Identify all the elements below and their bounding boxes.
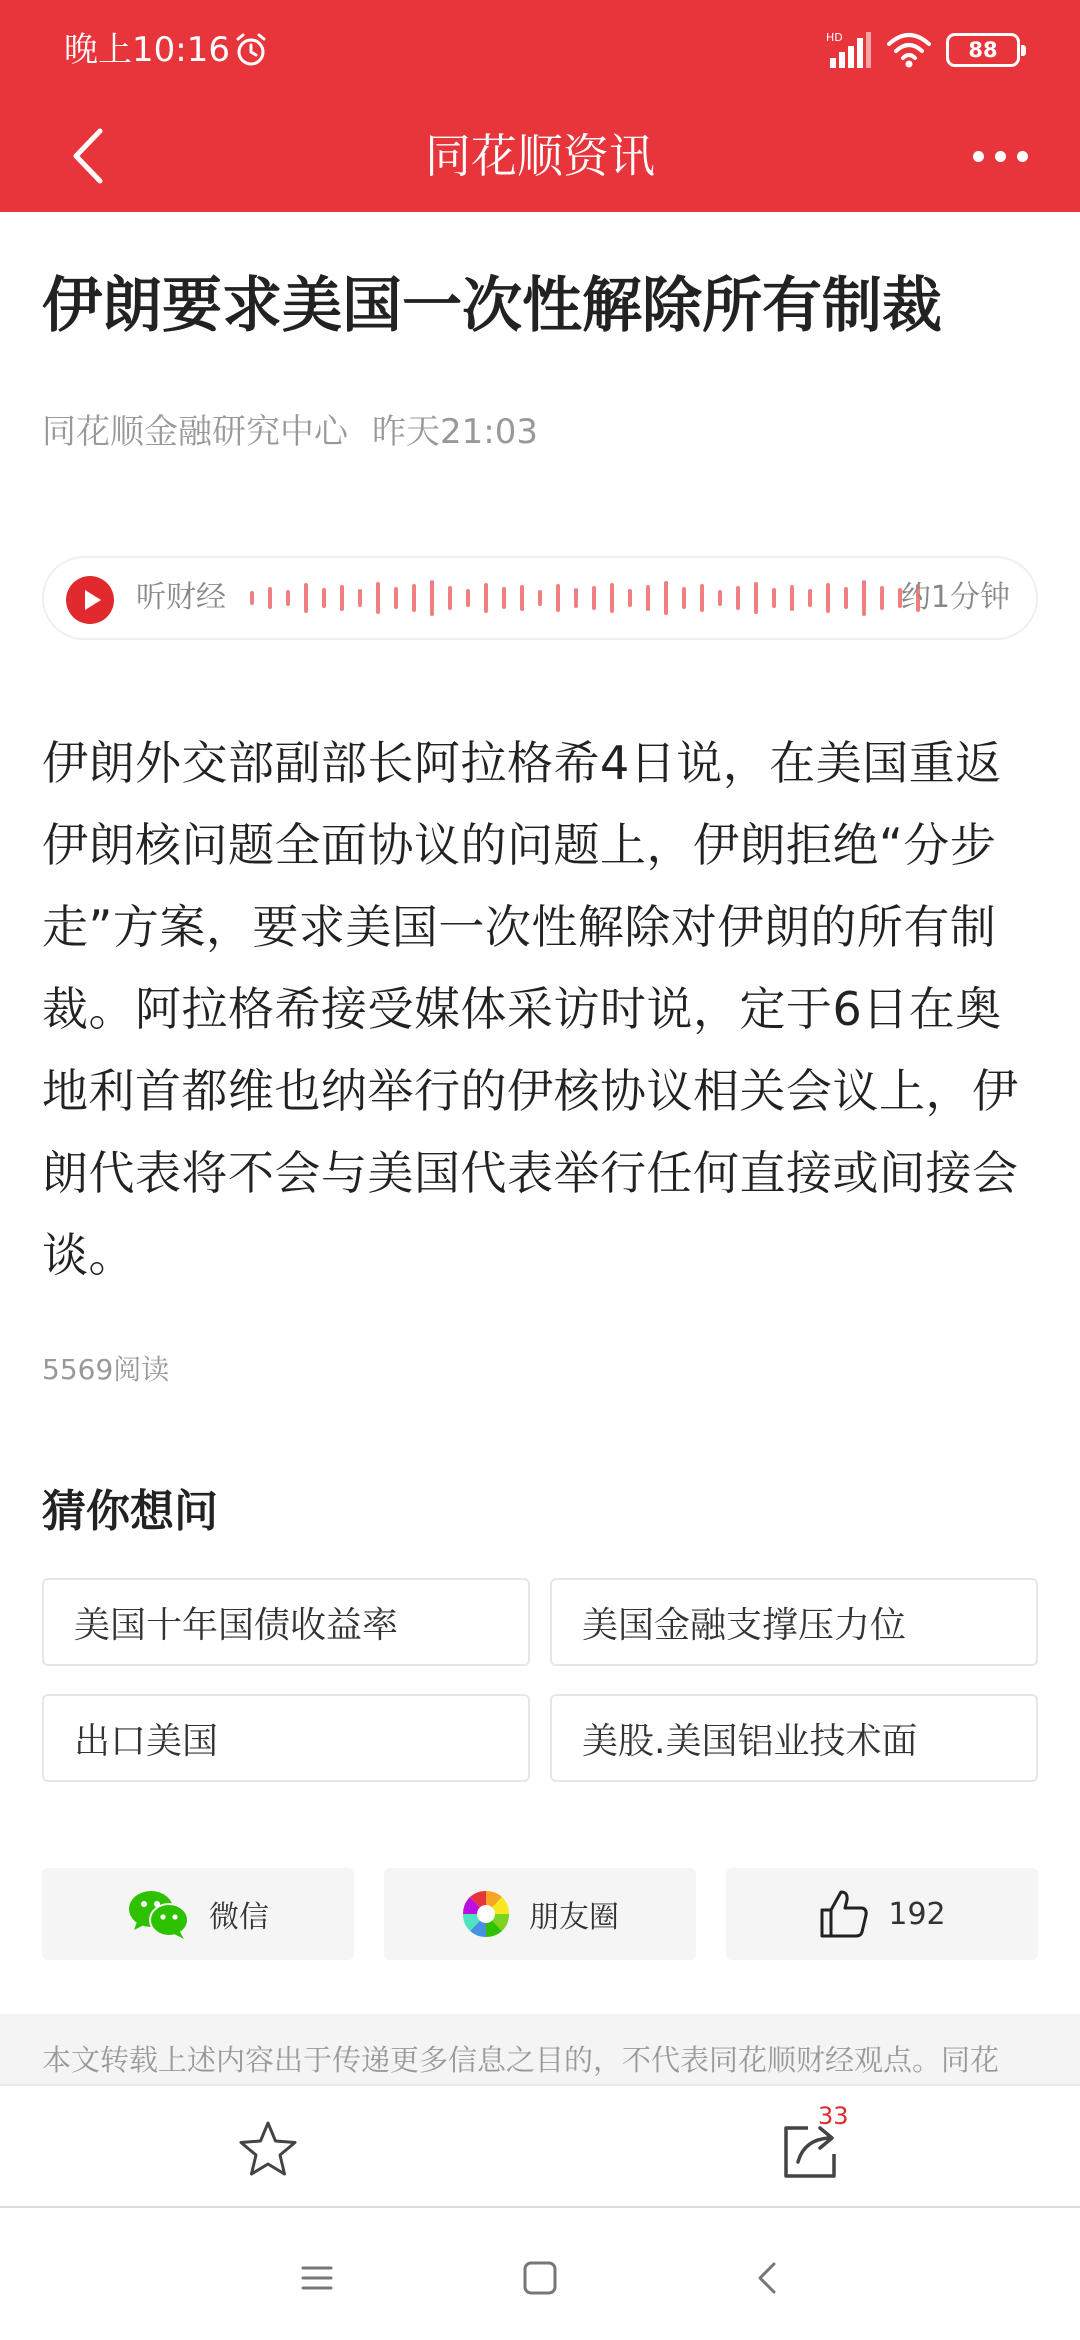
waveform-bar: [556, 584, 560, 612]
menu-icon[interactable]: [295, 2256, 339, 2300]
guess-tag[interactable]: 美国十年国债收益率: [42, 1578, 530, 1666]
share-moments-button[interactable]: [384, 1868, 696, 1960]
waveform-bar: [862, 580, 866, 616]
waveform-bar: [736, 586, 740, 610]
waveform-bar: [592, 586, 596, 610]
share-wechat-label: 微信: [209, 1900, 269, 1935]
waveform-bar: [772, 588, 776, 608]
waveform-bar: [880, 586, 884, 610]
guess-tag[interactable]: 美股.美国铝业技术面: [550, 1694, 1038, 1782]
waveform-bar: [790, 585, 794, 611]
audio-duration: 约1分钟: [900, 580, 1010, 615]
wechat-icon: [127, 1888, 191, 1940]
waveform-bar: [322, 588, 326, 608]
status-time: 晚上10:16: [64, 30, 230, 70]
star-icon[interactable]: [236, 2118, 300, 2182]
waveform-bar: [466, 589, 470, 607]
waveform-bar: [826, 583, 830, 613]
article-time: 昨天21:03: [372, 412, 538, 452]
waveform-bar: [304, 583, 308, 613]
battery-level: 88: [968, 38, 998, 62]
waveform-bar: [502, 587, 506, 609]
more-button[interactable]: [960, 118, 1040, 194]
waveform-bar: [484, 583, 488, 613]
like-button[interactable]: [726, 1868, 1038, 1960]
status-bar: [0, 0, 1080, 100]
thumbs-up-icon: [818, 1888, 870, 1940]
audio-label: 听财经: [136, 580, 226, 615]
waveform-bar: [358, 589, 362, 607]
share-wechat-button[interactable]: [42, 1868, 354, 1960]
guess-section-title: 猜你想问: [42, 1486, 218, 1537]
moments-icon: [461, 1889, 511, 1939]
guess-tag[interactable]: 美国金融支撑压力位: [550, 1578, 1038, 1666]
waveform-bar: [574, 588, 578, 608]
page-title: 同花顺资讯: [425, 129, 655, 183]
disclaimer: [0, 2014, 1080, 2084]
waveform-bar: [700, 584, 704, 612]
audio-waveform: [250, 572, 920, 624]
read-count: 5569阅读: [42, 1353, 170, 1386]
wifi-icon: [886, 32, 932, 68]
waveform-bar: [610, 583, 614, 613]
more-dot: [973, 151, 984, 162]
audio-player[interactable]: [42, 556, 1038, 640]
battery-icon: [946, 33, 1020, 67]
waveform-bar: [268, 587, 272, 609]
play-icon[interactable]: [66, 576, 114, 624]
navigation-bar: [0, 100, 1080, 212]
waveform-bar: [754, 582, 758, 614]
signal-icon: [826, 30, 872, 70]
guess-tag-grid: [42, 1578, 1038, 1782]
waveform-bar: [448, 586, 452, 610]
guess-tag[interactable]: 出口美国: [42, 1694, 530, 1782]
share-row: [42, 1868, 1038, 1960]
waveform-bar: [808, 589, 812, 607]
article-title: 伊朗要求美国一次性解除所有制裁: [42, 271, 942, 341]
article-body: 伊朗外交部副部长阿拉格希4日说，在美国重返伊朗核问题全面协议的问题上，伊朗拒绝“分步走”方案，要求美国一次性解除对伊朗的所有制裁。阿拉格希接受媒体采访时说，定于6日在奥地利首都维也纳举行的伊核协议相关会议上，伊朗代表将不会与美国代表举行任何直接或间接会谈。: [42, 736, 1019, 1282]
waveform-bar: [286, 590, 290, 606]
system-navigation-bar: [0, 2210, 1080, 2340]
waveform-bar: [412, 584, 416, 612]
waveform-bar: [250, 591, 254, 605]
back-nav-icon[interactable]: [746, 2256, 790, 2300]
waveform-bar: [376, 582, 380, 614]
disclaimer-text: 本文转载上述内容出于传递更多信息之目的，不代表同花顺财经观点。同花: [42, 2043, 1000, 2077]
waveform-bar: [646, 585, 650, 611]
share-moments-label: 朋友圈: [529, 1900, 619, 1935]
alarm-icon: [232, 31, 270, 69]
article-source[interactable]: 同花顺金融研究中心: [42, 412, 348, 452]
share-count-badge: 33: [818, 2102, 849, 2130]
home-icon[interactable]: [518, 2256, 562, 2300]
waveform-bar: [718, 590, 722, 606]
network-label: HD: [826, 31, 843, 44]
waveform-bar: [844, 587, 848, 609]
article-meta: [42, 410, 538, 454]
waveform-bar: [664, 581, 668, 615]
waveform-bar: [682, 587, 686, 609]
waveform-bar: [340, 585, 344, 611]
bottom-action-bar: [0, 2084, 1080, 2208]
like-count: 192: [888, 1896, 946, 1932]
waveform-bar: [430, 580, 434, 616]
waveform-bar: [520, 585, 524, 611]
waveform-bar: [394, 587, 398, 609]
more-dot: [1017, 151, 1028, 162]
status-indicators: [826, 28, 1020, 72]
waveform-bar: [538, 590, 542, 606]
app-header: [0, 0, 1080, 212]
waveform-bar: [628, 589, 632, 607]
more-dot: [995, 151, 1006, 162]
